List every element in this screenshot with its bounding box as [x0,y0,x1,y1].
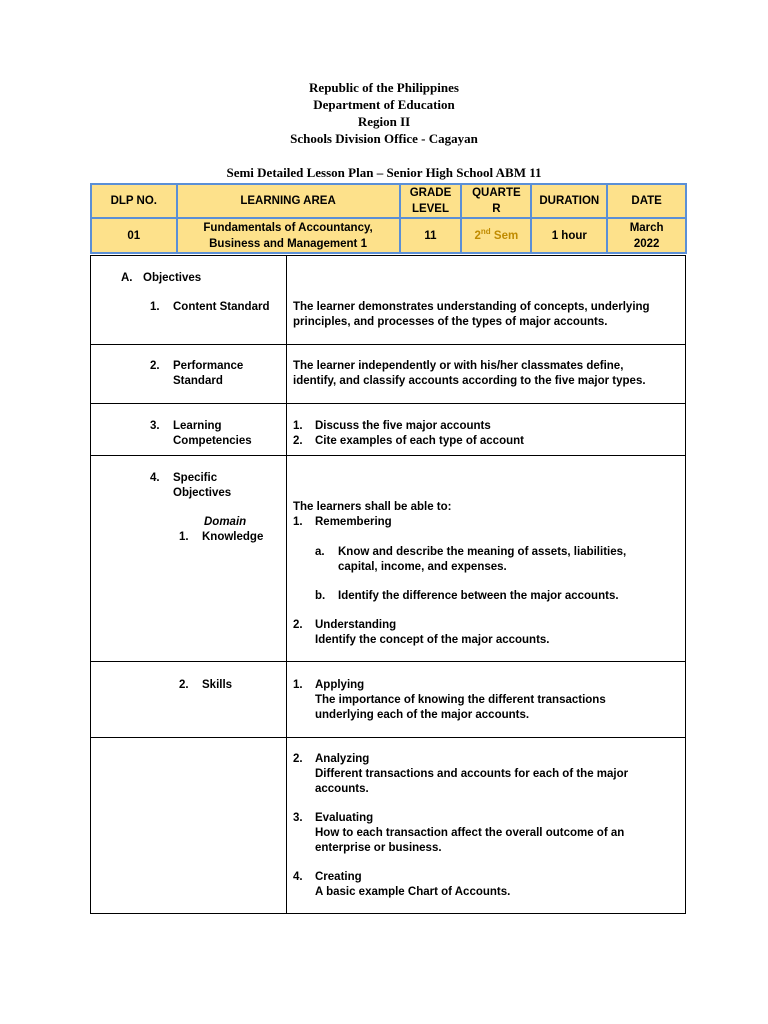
learners-intro: The learners shall be able to: [293,501,452,513]
analyzing-num: 2. [293,753,303,765]
row-divider [90,661,686,662]
lesson-table-border [90,255,686,914]
competency-item-num: 1. [293,420,303,432]
performance-standard-text-1: The learner independently or with his/her classmates define, [293,360,624,372]
applying-text-1: The importance of knowing the different transactions [315,694,606,706]
info-value-row [91,218,686,253]
creating-heading: Creating [315,871,362,883]
specific-objectives-label-2: Objectives [173,487,232,499]
value-dlp-no: 01 [91,218,177,253]
content-standard-label: Content Standard [173,301,270,313]
header-department: Department of Education [313,97,455,112]
skills-label: Skills [202,679,233,691]
understanding-num: 2. [293,619,303,631]
value-duration: 1 hour [531,218,607,253]
competency-item: Cite examples of each type of account [315,435,524,447]
applying-heading: Applying [315,679,365,691]
creating-text-1: A basic example Chart of Accounts. [315,886,511,898]
header-division: Schools Division Office - Cagayan [290,131,478,146]
objectives-marker: A. [121,272,133,284]
competency-item: Discuss the five major accounts [315,420,491,432]
domain-label: Domain [204,516,247,528]
applying-num: 1. [293,679,303,691]
understanding-heading: Understanding [315,619,397,631]
understanding-text: Identify the concept of the major accounts. [315,634,550,646]
performance-standard-label-2: Standard [173,375,223,387]
specific-objectives-num: 4. [150,472,160,484]
knowledge-num: 1. [179,531,189,543]
remembering-b-marker: b. [315,590,326,602]
remembering-b-text: Identify the difference between the major accounts. [338,590,619,602]
remembering-a-marker: a. [315,546,325,558]
learning-competencies-num: 3. [150,420,160,432]
knowledge-label: Knowledge [202,531,264,543]
header-region: Region II [357,114,411,129]
remembering-heading: Remembering [315,516,392,528]
lesson-info-table [90,183,687,254]
evaluating-num: 3. [293,812,303,824]
lesson-plan-title: Semi Detailed Lesson Plan – Senior High School ABM 11 [226,165,542,180]
row-divider [90,455,686,456]
header-date: DATE [607,184,686,218]
analyzing-heading: Analyzing [315,753,370,765]
content-standard-num: 1. [150,301,160,313]
performance-standard-label-1: Performance [173,360,244,372]
evaluating-text-2: enterprise or business. [315,842,442,854]
applying-text-2: underlying each of the major accounts. [315,709,530,721]
learning-competencies-label-2: Competencies [173,435,252,447]
row-divider [90,403,686,404]
evaluating-heading: Evaluating [315,812,374,824]
value-date: March 2022 [607,218,686,253]
header-quarter: QUARTE R [461,184,531,218]
value-learning-area: Fundamentals of Accountancy, Business and Management 1 [177,218,400,253]
remembering-a-text-1: Know and describe the meaning of assets, liabilities, [338,546,627,558]
content-standard-text-2: principles, and processes of the types of major accounts. [293,316,608,328]
analyzing-text-1: Different transactions and accounts for each of the major [315,768,629,780]
remembering-num: 1. [293,516,303,528]
header-learning-area: LEARNING AREA [177,184,400,218]
evaluating-text-1: How to each transaction affect the overall outcome of an [315,827,625,839]
value-grade-level: 11 [400,218,462,253]
row-divider [90,737,686,738]
header-republic: Republic of the Philippines [309,80,459,95]
header-duration: DURATION [531,184,607,218]
performance-standard-text-2: identify, and classify accounts according to the five major types. [293,375,646,387]
specific-objectives-label-1: Specific [173,472,218,484]
remembering-a-text-2: capital, income, and expenses. [338,561,507,573]
row-divider [90,344,686,345]
skills-num: 2. [179,679,189,691]
value-quarter: 2nd Sem [461,218,531,253]
objectives-label: Objectives [143,272,202,284]
lesson-column-divider [286,255,287,914]
competency-item-num: 2. [293,435,303,447]
analyzing-text-2: accounts. [315,783,369,795]
creating-num: 4. [293,871,303,883]
info-header-row [91,184,686,218]
document-header [0,79,768,147]
performance-standard-num: 2. [150,360,160,372]
learning-competencies-label-1: Learning [173,420,222,432]
content-standard-text-1: The learner demonstrates understanding of concepts, underlying [293,301,650,313]
header-dlp-no: DLP NO. [91,184,177,218]
header-grade-level: GRADE LEVEL [400,184,462,218]
